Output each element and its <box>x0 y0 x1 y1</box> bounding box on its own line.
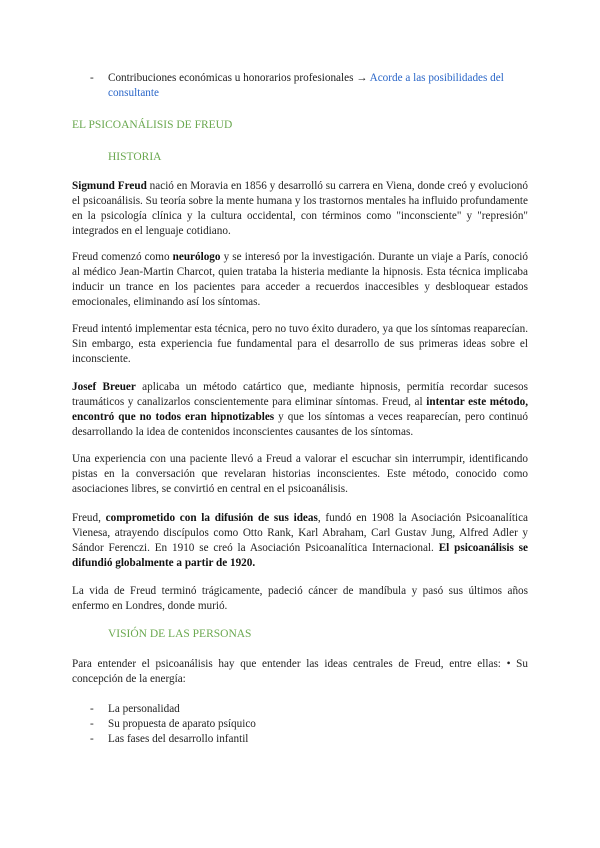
section-heading: EL PSICOANÁLISIS DE FREUD <box>72 119 233 131</box>
list-item <box>90 71 540 101</box>
bold-text: neurólogo <box>172 251 221 263</box>
subsection-heading-historia: HISTORIA <box>108 151 162 163</box>
bold-text: Josef Breuer <box>72 381 136 393</box>
list-item <box>90 702 510 717</box>
paragraph-asociaciones <box>72 452 528 497</box>
paragraph-text: y se interesó por la investigación. Durante un viaje a París, conoció al médico Jean-Martin Charcot, quien trataba la histeria mediante la hipnosis. Esta técnica implicaba inducir un trance en los pacientes para acceder a recuerdos inaccesibles y desbloquear estados emocionales, eliminando así los síntomas. <box>72 251 528 308</box>
paragraph-text: nació en Moravia en 1856 y desarrolló su carrera en Viena, donde creó y evolucionó el psicoanálisis. Su teoría sobre la mente humana y los trastornos mentales ha influido profundamente en la psicología clínica y la cultura occidental, con términos como "inconsciente" y "represión" integrados en el lenguaje cotidiano. <box>72 180 528 237</box>
paragraph-neurologo <box>72 250 528 310</box>
list-dash: - <box>90 733 94 745</box>
list-item <box>90 732 510 747</box>
list-dash: - <box>90 718 94 730</box>
paragraph-tecnica <box>72 322 528 367</box>
list-dash: - <box>90 703 94 715</box>
paragraph-difusion <box>72 511 528 571</box>
bold-text: El psicoanálisis se difundió globalmente a partir de 1920. <box>72 542 528 569</box>
bold-text: intentar este método, encontró que no todos eran hipnotizables <box>72 396 528 423</box>
ideas-list <box>90 702 510 747</box>
list-item-text: La personalidad <box>108 703 180 715</box>
paragraph-text: La vida de Freud terminó trágicamente, padeció cáncer de mandíbula y pasó sus últimos años enfermo en Londres, donde murió. <box>72 585 528 612</box>
paragraph-vida <box>72 584 528 614</box>
paragraph-text: Para entender el psicoanálisis hay que entender las ideas centrales de Freud, entre ellas: • Su concepción de la energía: <box>72 658 528 685</box>
paragraph-text: Una experiencia con una paciente llevó a Freud a valorar el escuchar sin interrumpir, identificando pistas en la conversación que revelaran historias inconscientes. Este método, conocido como asociaciones libres, se convirtió en central en el psicoanálisis. <box>72 453 528 495</box>
paragraph-breuer <box>72 380 528 440</box>
bold-text: comprometido con la difusión de sus ideas <box>105 512 318 524</box>
list-item-text: Su propuesta de aparato psíquico <box>108 718 256 730</box>
paragraph-entender <box>72 657 528 687</box>
paragraph-text: Freud, <box>72 512 106 524</box>
paragraph-text: , fundó en 1908 la Asociación Psicoanalítica Vienesa, atrayendo discípulos como Otto Rank, Karl Abraham, Carl Gustav Jung, Alfred Adler y Sándor Ferenczi. En 1910 se creó la Asociación Psicoanalítica Internacional. <box>72 512 528 554</box>
paragraph-text: y que los síntomas a veces reaparecían, pero continuó desarrollando la idea de contenidos inconscientes causantes de los síntomas. <box>72 411 528 438</box>
paragraph-text: aplicaba un método catártico que, mediante hipnosis, permitía recordar sucesos traumáticos y canalizarlos conscientemente para eliminar síntomas. Freud, al <box>72 381 528 408</box>
paragraph-freud-intro <box>72 179 528 239</box>
bold-text: Sigmund Freud <box>72 180 147 192</box>
bullet-text: Contribuciones económicas u honorarios profesionales → <box>108 72 370 84</box>
bullet-link[interactable]: Acorde a las posibilidades del consultante <box>108 72 504 99</box>
paragraph-text: Freud comenzó como <box>72 251 173 263</box>
paragraph-text: Freud intentó implementar esta técnica, pero no tuvo éxito duradero, ya que los síntomas reaparecían. Sin embargo, esta experiencia fue fundamental para el desarrollo de sus primeras ideas sobre el inconsciente. <box>72 323 528 365</box>
list-item-text <box>108 71 540 101</box>
subsection-heading-vision: VISIÓN DE LAS PERSONAS <box>108 628 252 640</box>
list-item-text: Las fases del desarrollo infantil <box>108 733 249 745</box>
list-dash: - <box>90 72 94 84</box>
list-item <box>90 717 510 732</box>
